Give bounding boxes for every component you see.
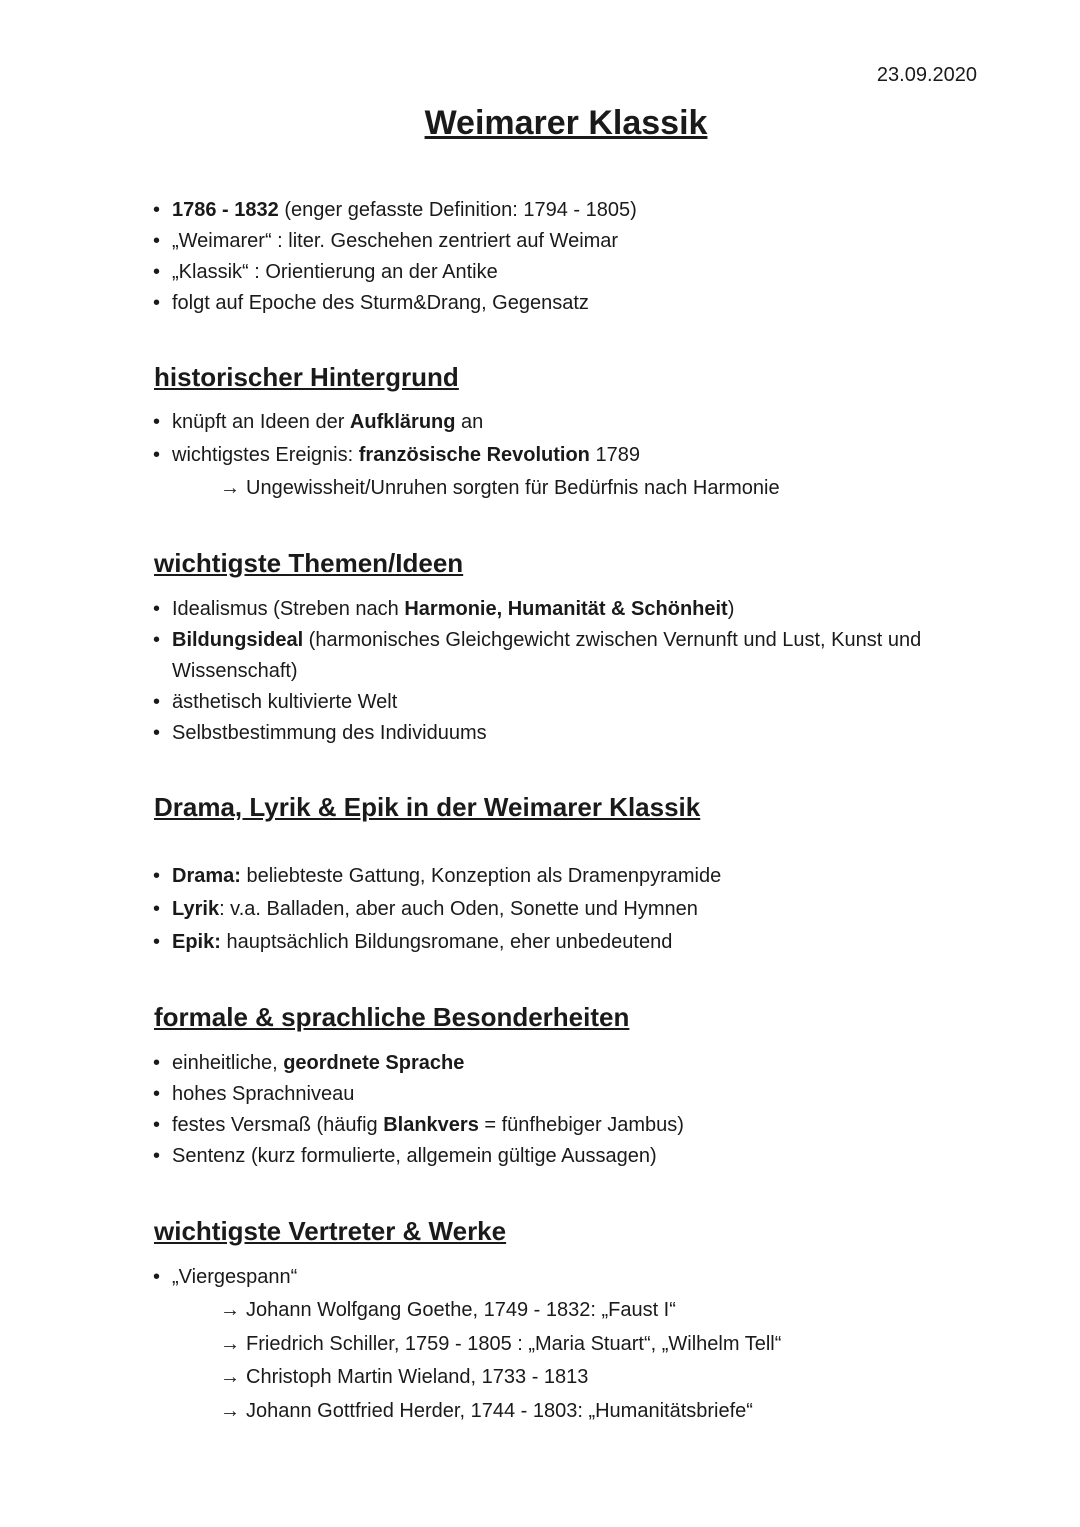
bullet-icon: • bbox=[153, 1266, 161, 1288]
arrow-icon: → bbox=[220, 1332, 240, 1355]
bullet-icon: • bbox=[153, 292, 161, 314]
list-item: → Ungewissheit/Unruhen sorgten für Bedürfnis nach Harmonie bbox=[220, 472, 980, 506]
bullet-icon: • bbox=[153, 261, 161, 283]
section-heading-themen: wichtigste Themen/Ideen bbox=[154, 548, 464, 578]
document-date: 23.09.2020 bbox=[876, 64, 977, 86]
list-item: • Bildungsideal (harmonisches Gleichgewicht zwischen Vernunft und Lust, Kunst und Wissenschaft) bbox=[153, 625, 953, 687]
list-item: • Idealismus (Streben nach Harmonie, Humanität & Schönheit) bbox=[153, 594, 953, 625]
list-item: → Christoph Martin Wieland, 1733 - 1813 bbox=[220, 1361, 980, 1395]
list-item: • festes Versmaß (häufig Blankvers = fünfhebiger Jambus) bbox=[153, 1110, 973, 1141]
themen-list bbox=[153, 594, 953, 749]
bullet-icon: • bbox=[153, 629, 161, 651]
bullet-icon: • bbox=[153, 444, 161, 466]
list-item: • „Viergespann“ bbox=[153, 1262, 973, 1293]
section-heading-historisch: historischer Hintergrund bbox=[154, 362, 459, 392]
list-item: → Johann Gottfried Herder, 1744 - 1803: „Humanitätsbriefe“ bbox=[220, 1395, 980, 1429]
formal-list bbox=[153, 1048, 973, 1172]
bullet-icon: • bbox=[153, 722, 161, 744]
bullet-icon: • bbox=[153, 199, 161, 221]
gattungen-list bbox=[153, 860, 973, 959]
list-item: • Selbstbestimmung des Individuums bbox=[153, 718, 953, 749]
list-item: • hohes Sprachniveau bbox=[153, 1079, 973, 1110]
bullet-icon: • bbox=[153, 1052, 161, 1074]
list-item: • Epik: hauptsächlich Bildungsromane, eher unbedeutend bbox=[153, 926, 973, 959]
bullet-icon: • bbox=[153, 691, 161, 713]
arrow-icon: → bbox=[220, 477, 240, 499]
section-heading-formal: formale & sprachliche Besonderheiten bbox=[154, 1002, 630, 1032]
bullet-icon: • bbox=[153, 598, 161, 620]
arrow-icon: → bbox=[220, 1366, 240, 1388]
section-heading-gattungen: Drama, Lyrik & Epik in der Weimarer Klassik bbox=[154, 792, 701, 822]
bullet-icon: • bbox=[153, 898, 161, 920]
list-item: • „Weimarer“ : liter. Geschehen zentriert auf Weimar bbox=[153, 226, 973, 257]
bullet-icon: • bbox=[153, 411, 161, 433]
historisch-list bbox=[153, 406, 973, 472]
arrow-icon: → bbox=[220, 1299, 240, 1321]
historisch-arrow-list bbox=[220, 472, 980, 506]
bullet-icon: • bbox=[153, 1114, 161, 1136]
list-item: → Johann Wolfgang Goethe, 1749 - 1832: „Faust I“ bbox=[220, 1294, 980, 1328]
page-title: Weimarer Klassik bbox=[424, 104, 708, 142]
bullet-icon: • bbox=[153, 1145, 161, 1167]
intro-list bbox=[153, 195, 973, 319]
section-heading-vertreter: wichtigste Vertreter & Werke bbox=[154, 1216, 507, 1246]
bullet-icon: • bbox=[153, 865, 161, 887]
list-item: • 1786 - 1832 (enger gefasste Definition: 1794 - 1805) bbox=[153, 195, 973, 226]
list-item: • „Klassik“ : Orientierung an der Antike bbox=[153, 257, 973, 288]
list-item: • knüpft an Ideen der Aufklärung an bbox=[153, 406, 973, 439]
list-item: • folgt auf Epoche des Sturm&Drang, Gegensatz bbox=[153, 288, 973, 319]
list-item: • Lyrik: v.a. Balladen, aber auch Oden, Sonette und Hymnen bbox=[153, 893, 973, 926]
list-item: • ästhetisch kultivierte Welt bbox=[153, 687, 953, 718]
list-item: • Sentenz (kurz formulierte, allgemein gültige Aussagen) bbox=[153, 1141, 973, 1172]
list-item: → Friedrich Schiller, 1759 - 1805 : „Maria Stuart“, „Wilhelm Tell“ bbox=[220, 1328, 980, 1362]
arrow-icon: → bbox=[220, 1399, 240, 1422]
authors-list bbox=[220, 1294, 980, 1428]
vertreter-list bbox=[153, 1262, 973, 1293]
bullet-icon: • bbox=[153, 230, 161, 252]
list-item: • einheitliche, geordnete Sprache bbox=[153, 1048, 973, 1079]
list-item: • wichtigstes Ereignis: französische Revolution 1789 bbox=[153, 439, 973, 472]
list-item: • Drama: beliebteste Gattung, Konzeption als Dramenpyramide bbox=[153, 860, 973, 893]
bullet-icon: • bbox=[153, 1083, 161, 1105]
bullet-icon: • bbox=[153, 931, 161, 953]
